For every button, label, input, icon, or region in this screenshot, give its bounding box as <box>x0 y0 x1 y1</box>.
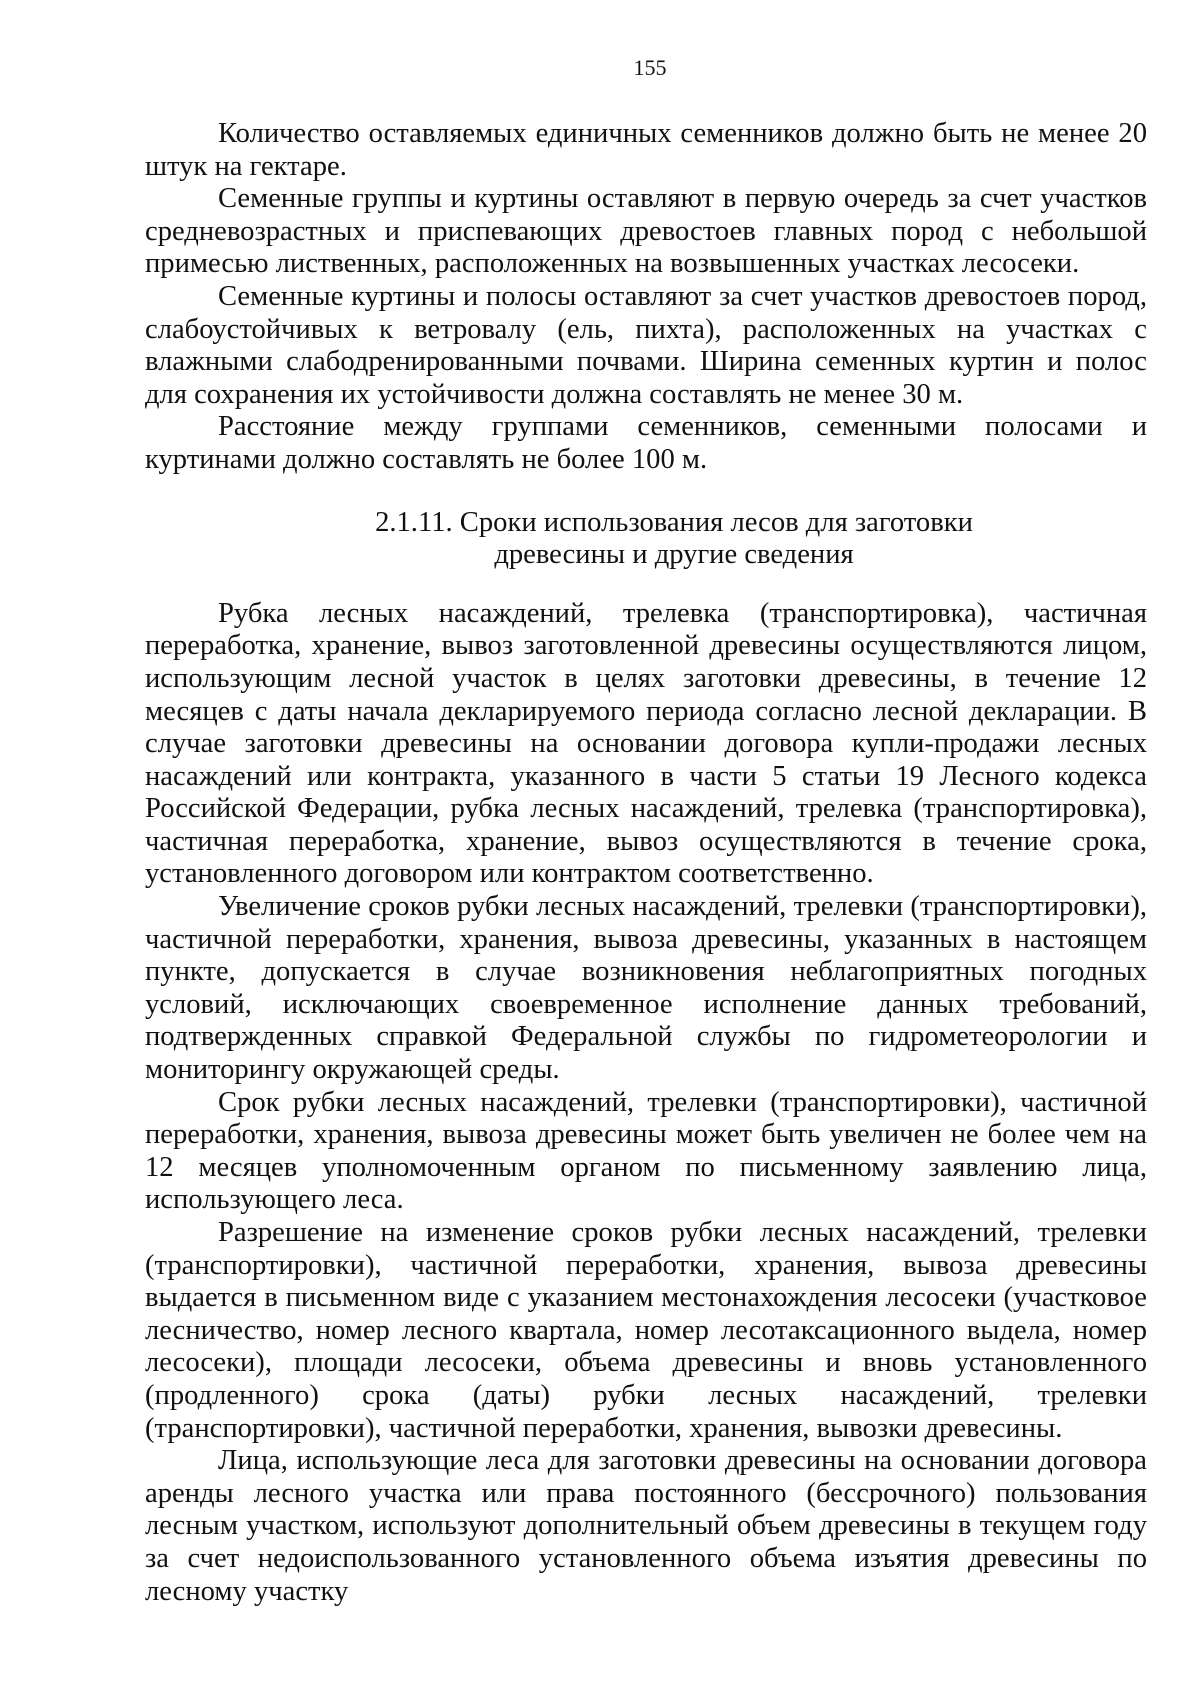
paragraph-seed-distance: Расстояние между группами семенников, семенными полосами и куртинами должно составлять не более 100 м. <box>145 411 1147 475</box>
section-heading <box>145 507 1147 572</box>
paragraph-term-extension-conditions: Увеличение сроков рубки лесных насаждений, трелевки (транспортировки), частичной переработки, хранения, вывоза древесины, указанных в настоящем пункте, допускается в случае возникновения неблагоприятных погодных условий, исключающих своевременное исполнение данных требований, подтвержденных справкой Федеральной службы по гидрометеорологии и мониторингу окружающей среды. <box>145 891 1147 1086</box>
paragraph-seed-strips: Семенные куртины и полосы оставляют за счет участков древостоев пород, слабоустойчивых к ветровалу (ель, пихта), расположенных на участках с влажными слабодренированными почвами. Ширина семенных куртин и полос для сохранения их устойчивости должна составлять не менее 30 м. <box>145 280 1147 410</box>
section-heading-line-1: 2.1.11. Сроки использования лесов для заготовки <box>375 506 973 538</box>
paragraph-term-extension-limit: Срок рубки лесных насаждений, трелевки (транспортировки), частичной переработки, хранения, вывоза древесины может быть увеличен не более чем на 12 месяцев уполномоченным органом по письменному заявлению лица, использующего леса. <box>145 1086 1147 1216</box>
paragraph-seed-trees-count: Количество оставляемых единичных семенников должно быть не менее 20 штук на гектаре. <box>145 118 1147 182</box>
paragraph-additional-volume: Лица, использующие леса для заготовки древесины на основании договора аренды лесного участка или права постоянного (бессрочного) пользования лесным участком, используют дополнительный объем древесины в текущем году за счет недоиспользованного установленного объема изъятия древесины по лесному участку <box>145 1445 1147 1607</box>
paragraph-logging-terms: Рубка лесных насаждений, трелевка (транспортировка), частичная переработка, хранение, вывоз заготовленной древесины осуществляются лицом, использующим лесной участок в целях заготовки древесины, в течение 12 месяцев с даты начала декларируемого периода согласно лесной декларации. В случае заготовки древесины на основании договора купли-продажи лесных насаждений или контракта, указанного в части 5 статьи 19 Лесного кодекса Российской Федерации, рубка лесных насаждений, трелевка (транспортировка), частичная переработка, хранение, вывоз осуществляются в течение срока, установленного договором или контрактом соответственно. <box>145 597 1147 890</box>
page-number: 155 <box>633 55 667 80</box>
paragraph-seed-groups: Семенные группы и куртины оставляют в первую очередь за счет участков средневозрастных и приспевающих древостоев главных пород с небольшой примесью лиственных, расположенных на возвышенных участках лесосеки. <box>145 183 1147 280</box>
paragraph-extension-permit: Разрешение на изменение сроков рубки лесных насаждений, трелевки (транспортировки), частичной переработки, хранения, вывоза древесины выдается в письменном виде с указанием местонахождения лесосеки (участковое лесничество, номер лесного квартала, номер лесотаксационного выдела, номер лесосеки), площади лесосеки, объема древесины и вновь установленного (продленного) срока (даты) рубки лесных насаждений, трелевки (транспортировки), частичной переработки, хранения, вывозки древесины. <box>145 1217 1147 1444</box>
page-body <box>145 118 1147 1608</box>
section-heading-line-2: древесины и другие сведения <box>494 539 854 571</box>
